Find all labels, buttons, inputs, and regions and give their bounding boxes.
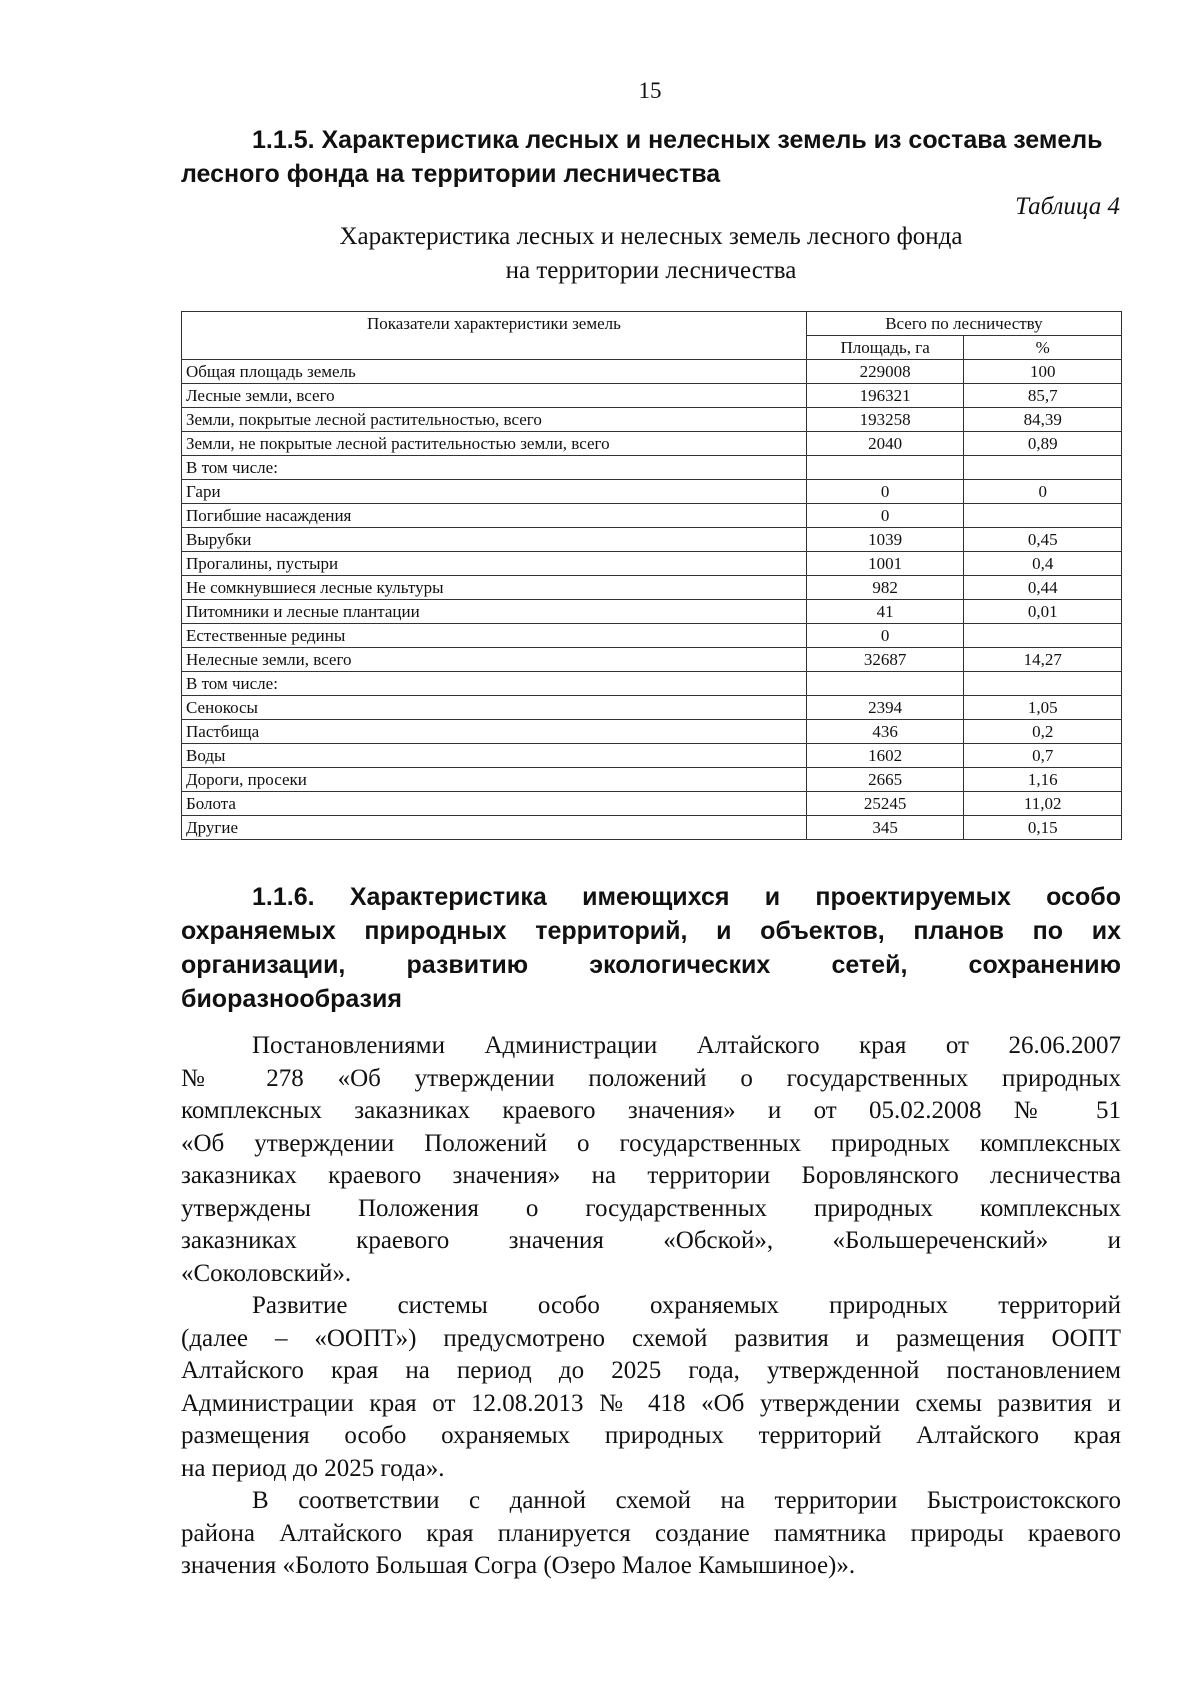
cell-percent: 0: [964, 480, 1122, 504]
paragraph-line: комплексных заказниках краевого значения» и от 05.02.2008 № 51: [181, 1097, 1121, 1124]
table-row: [182, 552, 1122, 576]
paragraph-line: (далее – «ООПТ») предусмотрено схемой развития и размещения ООПТ: [181, 1324, 1121, 1352]
section-heading-1-1-6: [181, 880, 1121, 1016]
section-heading-line: лесного фонда на территории лесничества: [181, 160, 721, 188]
cell-indicator: Лесные земли, всего: [182, 384, 807, 408]
paragraph-line: утверждены Положения о государственных природных комплексных: [181, 1194, 1121, 1222]
cell-percent: 0,2: [964, 720, 1122, 744]
cell-percent: 0,45: [964, 528, 1122, 552]
cell-area: 0: [806, 624, 964, 648]
cell-area: [806, 456, 964, 480]
section-heading-line: охраняемых природных территорий, и объектов, планов по их: [181, 917, 1121, 945]
cell-area: 436: [806, 720, 964, 744]
section-heading-line: 1.1.6. Характеристика имеющихся и проектируемых особо: [252, 883, 1121, 911]
cell-percent: 84,39: [964, 408, 1122, 432]
table-caption-line: на территории лесничества: [505, 257, 797, 284]
cell-indicator: Вырубки: [182, 528, 807, 552]
cell-percent: 11,02: [964, 792, 1122, 816]
cell-percent: [964, 504, 1122, 528]
section-heading-line: 1.1.5. Характеристика лесных и нелесных земель из состава земель: [252, 126, 1103, 154]
cell-percent: 14,27: [964, 648, 1122, 672]
paragraph-line: Развитие системы особо охраняемых природных территорий: [252, 1292, 1121, 1319]
cell-indicator: Прогалины, пустыри: [182, 552, 807, 576]
header-area: Площадь, га: [806, 336, 964, 360]
land-characteristics-table: [181, 311, 1122, 840]
cell-area: 32687: [806, 648, 964, 672]
section-heading-line: биоразнообразия: [181, 985, 402, 1013]
table-row: [182, 720, 1122, 744]
cell-indicator: Воды: [182, 744, 807, 768]
cell-indicator: Естественные редины: [182, 624, 807, 648]
header-percent: %: [964, 336, 1122, 360]
paragraph-line: № 278 «Об утверждении положений о государственных природных: [181, 1064, 1121, 1092]
cell-area: 0: [806, 504, 964, 528]
cell-percent: 0,7: [964, 744, 1122, 768]
paragraph-line: размещения особо охраняемых природных территорий Алтайского края: [181, 1422, 1121, 1449]
cell-area: 1602: [806, 744, 964, 768]
paragraph-line: В соответствии с данной схемой на территории Быстроистокского: [252, 1487, 1121, 1514]
cell-percent: 0,15: [964, 816, 1122, 840]
paragraph-line: на период до 2025 года».: [181, 1454, 445, 1482]
table-row: [182, 480, 1122, 504]
paragraph-line: значения «Болото Большая Согра (Озеро Малое Камышиное)».: [181, 1552, 856, 1579]
paragraph-line: Алтайского края на период до 2025 года, утвержденной постановлением: [181, 1357, 1121, 1384]
table-row: [182, 528, 1122, 552]
page-number: 15: [638, 78, 662, 103]
paragraph-oopt-development: [181, 1290, 1121, 1485]
cell-indicator: Общая площадь земель: [182, 360, 807, 384]
table-caption: [181, 220, 1121, 288]
cell-indicator: В том числе:: [182, 456, 807, 480]
cell-indicator: Дороги, просеки: [182, 768, 807, 792]
table-row: [182, 432, 1122, 456]
cell-indicator: Гари: [182, 480, 807, 504]
table-caption-line: Характеристика лесных и нелесных земель лесного фонда: [339, 223, 963, 250]
cell-area: 345: [806, 816, 964, 840]
paragraph-nature-monument: [181, 1485, 1121, 1583]
paragraph-decrees: [181, 1030, 1121, 1290]
cell-indicator: Другие: [182, 816, 807, 840]
cell-area: 229008: [806, 360, 964, 384]
cell-indicator: Питомники и лесные плантации: [182, 600, 807, 624]
paragraph-line: района Алтайского края планируется создание памятника природы краевого: [181, 1519, 1121, 1547]
cell-indicator: Нелесные земли, всего: [182, 648, 807, 672]
paragraph-line: заказниках краевого значения» на территории Боровлянского лесничества: [181, 1162, 1121, 1189]
cell-percent: 1,16: [964, 768, 1122, 792]
cell-area: 982: [806, 576, 964, 600]
table-row: [182, 408, 1122, 432]
table-row: [182, 816, 1122, 840]
cell-percent: 0,44: [964, 576, 1122, 600]
header-total: Всего по лесничеству: [806, 312, 1121, 336]
cell-percent: 0,89: [964, 432, 1122, 456]
paragraph-line: «Соколовский».: [181, 1259, 352, 1287]
table-row: [182, 384, 1122, 408]
cell-area: 196321: [806, 384, 964, 408]
table-row: [182, 456, 1122, 480]
table-number-label: Таблица 4: [1015, 193, 1120, 220]
cell-percent: [964, 624, 1122, 648]
cell-percent: 0,01: [964, 600, 1122, 624]
cell-percent: 100: [964, 360, 1122, 384]
cell-area: 2665: [806, 768, 964, 792]
table-body: [182, 360, 1122, 840]
cell-percent: 85,7: [964, 384, 1122, 408]
section-heading-1-1-5: [181, 123, 1121, 191]
table-row: [182, 768, 1122, 792]
table-row: [182, 696, 1122, 720]
table-row: [182, 360, 1122, 384]
cell-percent: [964, 672, 1122, 696]
cell-indicator: Земли, не покрытые лесной растительностью земли, всего: [182, 432, 807, 456]
paragraph-line: заказниках краевого значения «Обской», «Большереченский» и: [181, 1227, 1121, 1254]
table-row: [182, 744, 1122, 768]
cell-indicator: Погибшие насаждения: [182, 504, 807, 528]
cell-area: 193258: [806, 408, 964, 432]
cell-indicator: Болота: [182, 792, 807, 816]
table-row: [182, 792, 1122, 816]
table-row: [182, 672, 1122, 696]
cell-area: 2394: [806, 696, 964, 720]
cell-area: 41: [806, 600, 964, 624]
table-row: [182, 624, 1122, 648]
cell-indicator: Пастбища: [182, 720, 807, 744]
cell-percent: 1,05: [964, 696, 1122, 720]
paragraph-line: «Об утверждении Положений о государственных природных комплексных: [181, 1129, 1121, 1157]
table-row: [182, 576, 1122, 600]
paragraph-line: Постановлениями Администрации Алтайского края от 26.06.2007: [252, 1032, 1121, 1059]
cell-area: 25245: [806, 792, 964, 816]
cell-area: 0: [806, 480, 964, 504]
cell-percent: 0,4: [964, 552, 1122, 576]
cell-area: 2040: [806, 432, 964, 456]
table-row: [182, 504, 1122, 528]
cell-indicator: Не сомкнувшиеся лесные культуры: [182, 576, 807, 600]
cell-indicator: Земли, покрытые лесной растительностью, всего: [182, 408, 807, 432]
cell-indicator: В том числе:: [182, 672, 807, 696]
section-heading-line: организации, развитию экологических сетей, сохранению: [181, 951, 1121, 979]
table-row: [182, 600, 1122, 624]
table-row: [182, 648, 1122, 672]
header-indicators: Показатели характеристики земель: [182, 312, 807, 360]
cell-area: [806, 672, 964, 696]
cell-indicator: Сенокосы: [182, 696, 807, 720]
cell-percent: [964, 456, 1122, 480]
cell-area: 1039: [806, 528, 964, 552]
cell-area: 1001: [806, 552, 964, 576]
table-header-row: [182, 312, 1122, 336]
paragraph-line: Администрации края от 12.08.2013 № 418 «Об утверждении схемы развития и: [181, 1389, 1121, 1417]
